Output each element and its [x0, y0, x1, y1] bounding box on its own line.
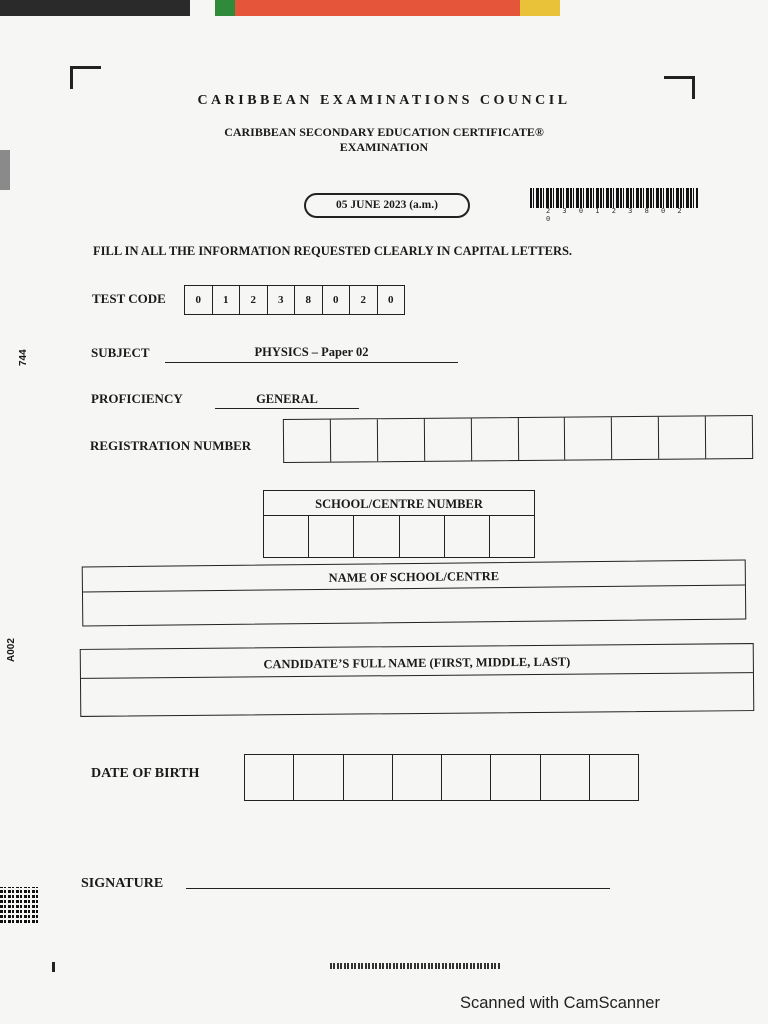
registration-digit-box[interactable] [612, 417, 659, 459]
school-centre-number-panel [263, 490, 535, 558]
registration-digit-box[interactable] [425, 418, 472, 460]
dob-digit-box[interactable] [245, 755, 294, 800]
test-code-digit: 0 [388, 294, 394, 306]
barcode-number: 2 3 0 1 2 3 8 0 2 0 [546, 207, 686, 223]
school-digit-box[interactable] [264, 516, 309, 558]
dob-digit-box[interactable] [491, 755, 540, 800]
council-title: CARIBBEAN EXAMINATIONS COUNCIL [197, 93, 571, 108]
school-digit-box[interactable] [400, 516, 445, 558]
registration-tick [52, 962, 55, 972]
registration-number-boxes[interactable] [283, 415, 753, 463]
registration-digit-box[interactable] [378, 419, 425, 461]
school-centre-number-boxes[interactable] [264, 516, 534, 558]
date-of-birth-boxes[interactable] [244, 754, 639, 801]
registration-digit-box[interactable] [659, 416, 706, 458]
test-code-digit: 0 [185, 286, 213, 314]
test-code-boxes [184, 285, 405, 315]
side-code-top: 744 [18, 349, 29, 366]
scan-edge-mark [0, 150, 10, 190]
footer-barcode [330, 963, 500, 969]
dob-digit-box[interactable] [590, 755, 638, 800]
test-code-digit: 2 [350, 286, 378, 314]
candidate-name-field[interactable] [81, 673, 753, 717]
test-code-digit: 8 [295, 286, 323, 314]
registration-digit-box[interactable] [518, 418, 565, 460]
school-digit-box[interactable] [354, 516, 399, 558]
dob-digit-box[interactable] [541, 755, 590, 800]
registration-digit-box[interactable] [331, 419, 378, 461]
registration-number-label: REGISTRATION NUMBER [90, 438, 252, 453]
school-name-field[interactable] [83, 586, 745, 627]
signature-line[interactable] [186, 888, 610, 889]
school-digit-box[interactable] [309, 516, 354, 558]
barcode [530, 188, 698, 208]
signature-label: SIGNATURE [81, 876, 164, 891]
certificate-name: CARIBBEAN SECONDARY EDUCATION CERTIFICATE® [224, 125, 544, 139]
dob-digit-box[interactable] [393, 755, 442, 800]
proficiency-field[interactable]: GENERAL [215, 392, 359, 409]
school-name-label: NAME OF SCHOOL/CENTRE [83, 561, 745, 593]
date-of-birth-label: DATE OF BIRTH [91, 766, 200, 781]
instruction: FILL IN ALL THE INFORMATION REQUESTED CLEARLY IN CAPITAL LETTERS. [93, 244, 573, 258]
side-code-bottom: A002 [6, 638, 17, 662]
school-digit-box[interactable] [445, 516, 490, 558]
subject-label: SUBJECT [91, 345, 150, 360]
corner-mark-top-left [70, 66, 101, 89]
candidate-name-label: CANDIDATE’S FULL NAME (FIRST, MIDDLE, LAST) [81, 644, 753, 679]
school-centre-number-label: SCHOOL/CENTRE NUMBER [264, 491, 534, 516]
exam-date: 05 JUNE 2023 (a.m.) [304, 193, 470, 218]
camscanner-watermark: Scanned with CamScanner [460, 994, 660, 1012]
school-name-panel [82, 560, 747, 627]
dob-digit-box[interactable] [344, 755, 393, 800]
proficiency-label: PROFICIENCY [91, 391, 183, 406]
photo-top-edge [0, 0, 768, 16]
registration-digit-box[interactable] [284, 420, 331, 462]
test-code-digit: 2 [240, 286, 268, 314]
registration-digit-box[interactable] [471, 418, 518, 460]
examination-label: EXAMINATION [339, 140, 429, 154]
certificate-title [0, 125, 768, 155]
candidate-name-panel [80, 643, 755, 717]
registration-digit-box[interactable] [706, 416, 752, 458]
qr-code [0, 887, 38, 923]
dob-digit-box[interactable] [294, 755, 343, 800]
school-digit-box[interactable] [490, 516, 534, 558]
test-code-label: TEST CODE [92, 291, 166, 306]
test-code-digit: 1 [213, 286, 241, 314]
dob-digit-box[interactable] [442, 755, 491, 800]
registration-digit-box[interactable] [565, 417, 612, 459]
subject-field[interactable]: PHYSICS – Paper 02 [165, 345, 458, 363]
test-code-digit: 0 [323, 286, 351, 314]
test-code-digit: 3 [268, 286, 296, 314]
